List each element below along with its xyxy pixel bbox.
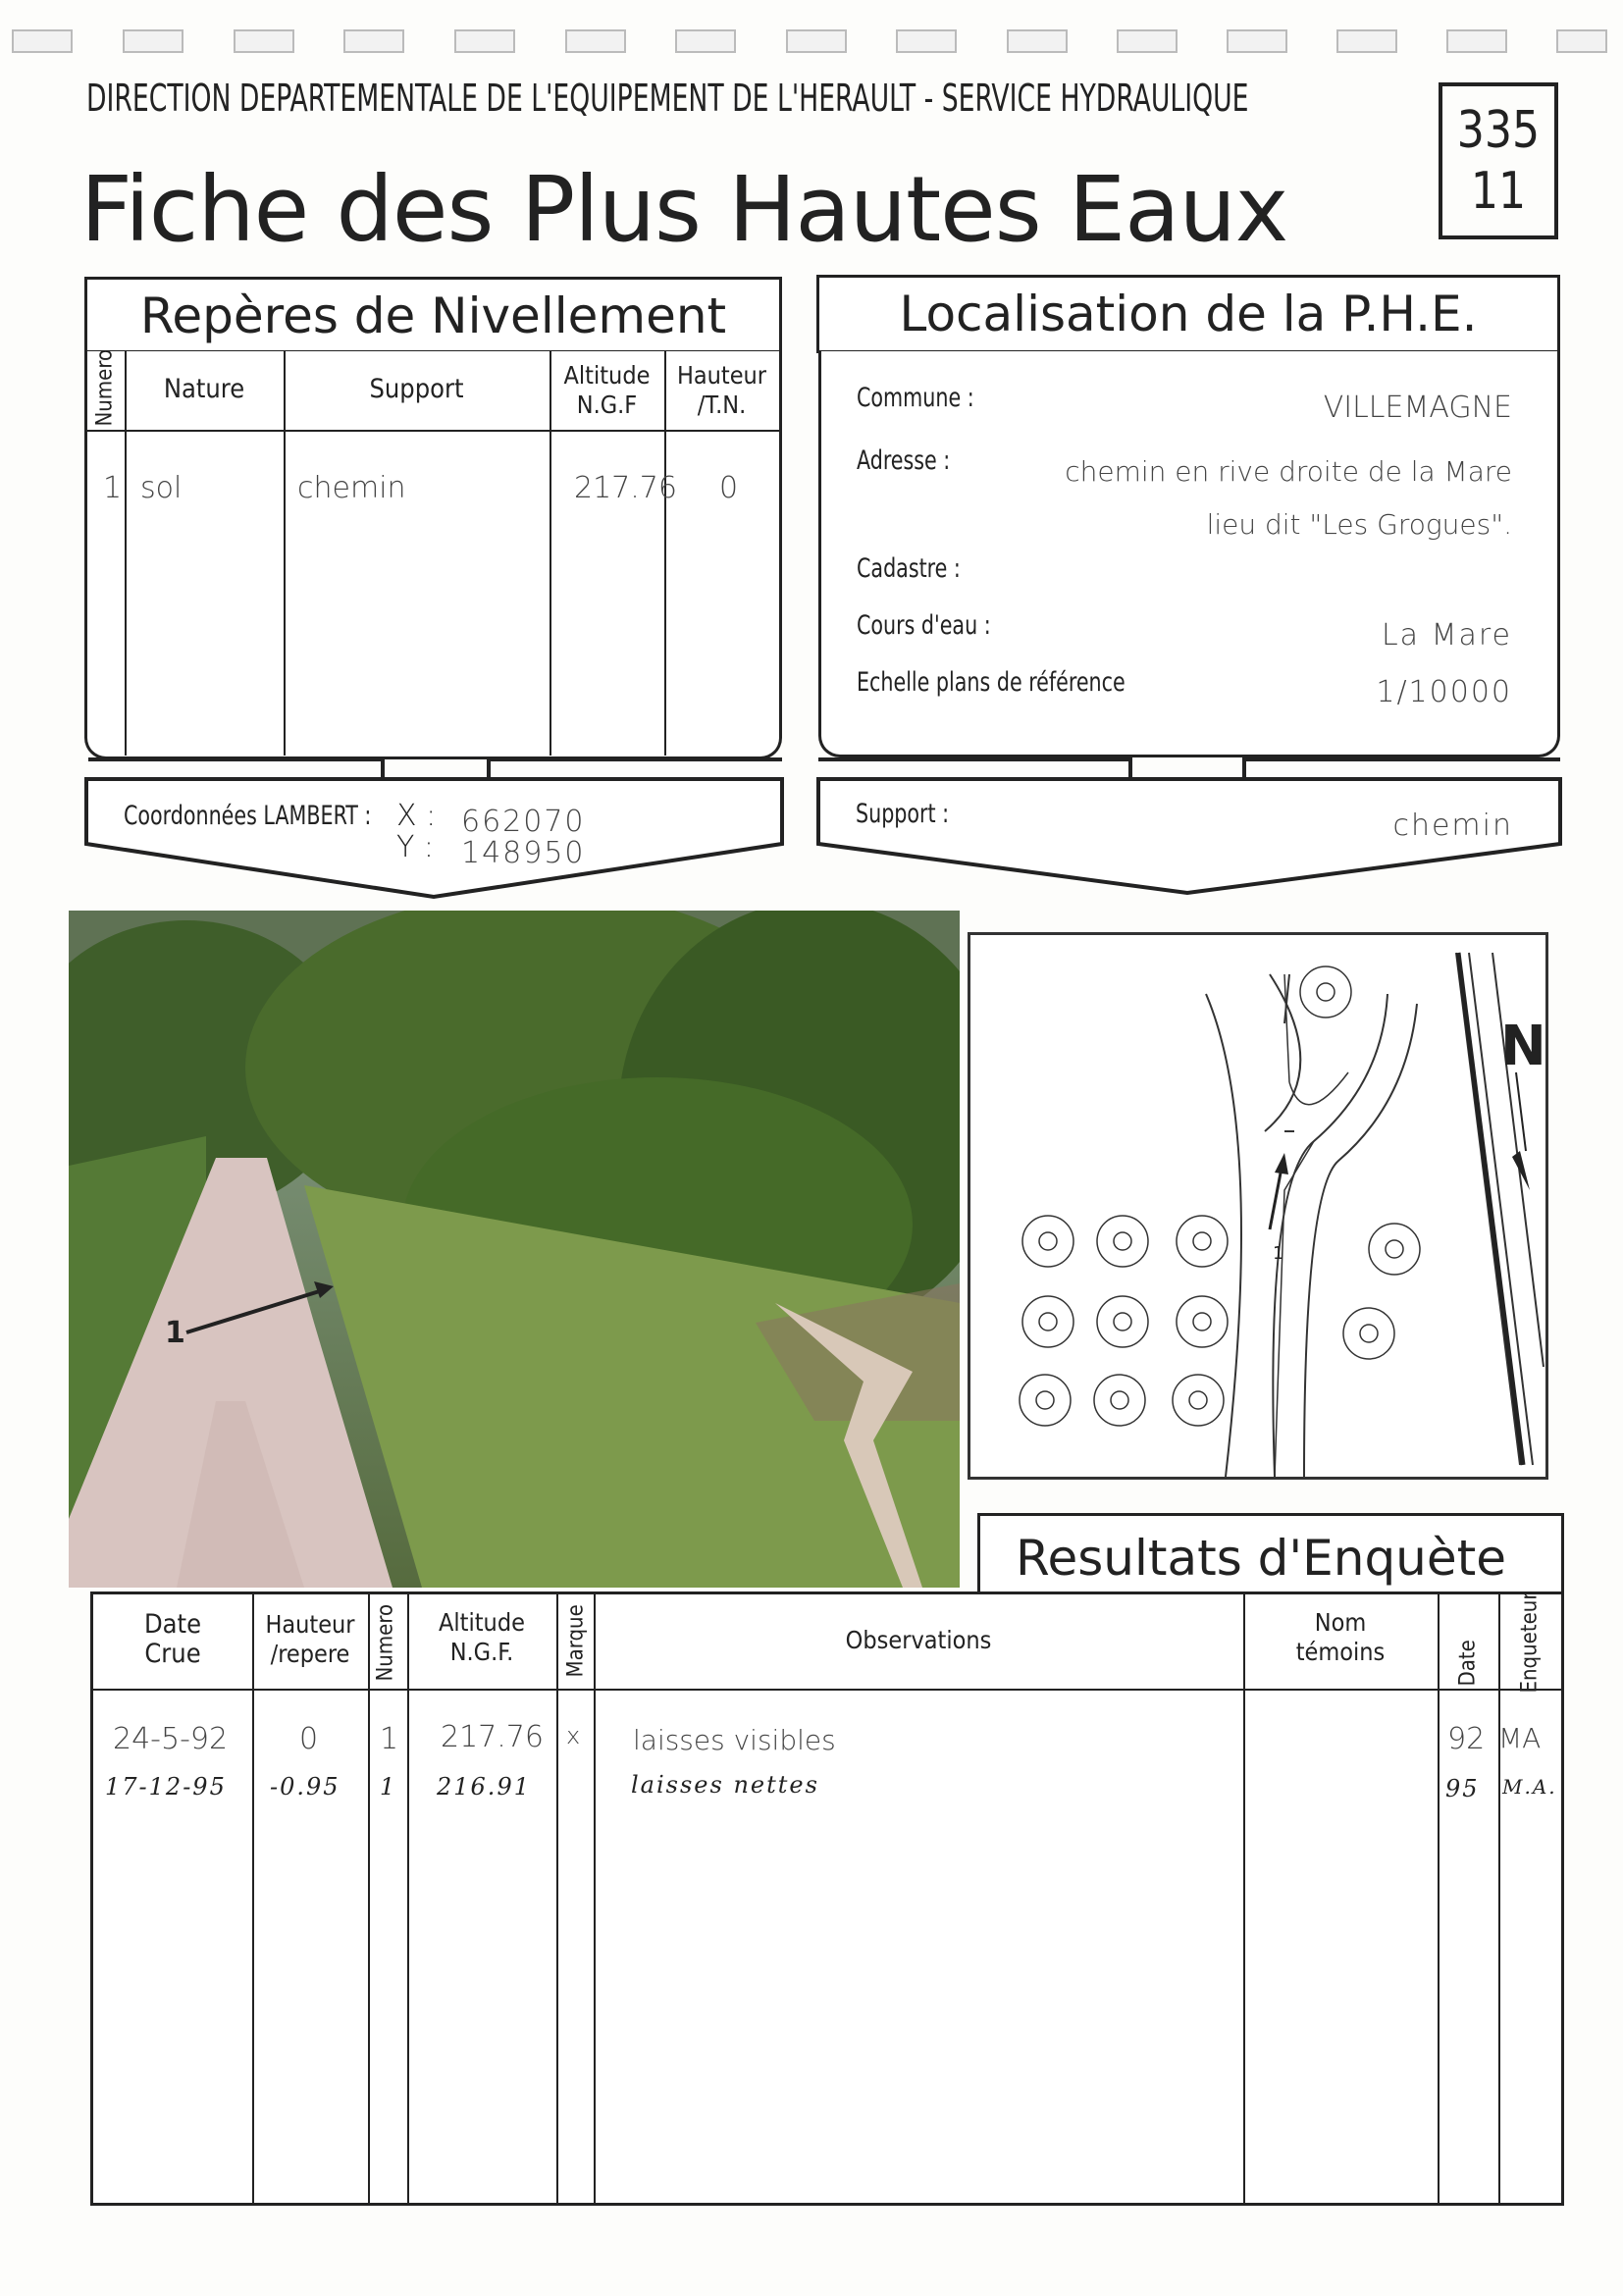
cours-label: Cours d'eau : xyxy=(857,610,991,641)
res-col-hauteur-line2: /repere xyxy=(270,1640,350,1668)
support-label: Support : xyxy=(856,799,950,829)
plan-marker: 1 xyxy=(1273,1243,1284,1264)
binder-tab xyxy=(1556,29,1607,53)
res-row2-numero: 1 xyxy=(380,1773,397,1800)
cours-value: La Mare xyxy=(1381,618,1512,652)
binder-tab xyxy=(234,29,294,53)
reperes-table xyxy=(84,348,782,759)
adresse-line1: chemin en rive droite de la Mare xyxy=(1065,455,1512,488)
repere-altitude: 217.76 xyxy=(574,471,677,505)
x-label: X : xyxy=(396,799,437,833)
coordonnees-label: Coordonnées LAMBERT : xyxy=(124,801,372,831)
reperes-title-box xyxy=(84,277,782,353)
res-row1-enqueteur: MA xyxy=(1498,1722,1542,1754)
site-plan xyxy=(968,932,1548,1480)
res-col-date-crue-line2: Crue xyxy=(144,1639,201,1669)
reperes-title: Repères de Nivellement xyxy=(139,287,727,344)
col-hauteur-line1: Hauteur xyxy=(676,361,767,390)
res-col-nom-line2: témoins xyxy=(1295,1638,1386,1666)
repere-support: chemin xyxy=(297,471,406,505)
binder-tabs xyxy=(0,29,1623,59)
res-col-nom xyxy=(1243,1608,1438,1667)
col-numero: Numero xyxy=(92,348,118,427)
department-header: DIRECTION DEPARTEMENTALE DE L'EQUIPEMENT DE L'HERAULT - SERVICE HYDRAULIQUE xyxy=(86,77,1249,120)
col-support: Support xyxy=(369,374,464,404)
support-value: chemin xyxy=(1392,809,1513,843)
res-col-date-crue xyxy=(93,1610,252,1669)
col-hauteur xyxy=(664,361,779,420)
binder-tab xyxy=(123,29,183,53)
binder-tab xyxy=(1336,29,1397,53)
resultats-title: Resultats d'Enquète xyxy=(1016,1530,1506,1587)
res-col-date-crue-line1: Date xyxy=(143,1609,202,1640)
res-row1-altitude: 217.76 xyxy=(441,1720,544,1754)
localisation-title-box xyxy=(816,275,1560,353)
repere-numero: 1 xyxy=(103,471,123,505)
res-col-altitude-line2: N.G.F. xyxy=(449,1638,514,1666)
binder-tab xyxy=(565,29,626,53)
res-row1-observations: laisses visibles xyxy=(633,1724,836,1756)
res-row2-date: 17-12-95 xyxy=(105,1773,227,1800)
col-hauteur-line2: /T.N. xyxy=(697,391,747,419)
res-row1-marque: x xyxy=(566,1722,581,1749)
col-altitude-line2: N.G.F xyxy=(576,391,638,419)
col-altitude xyxy=(550,361,664,420)
col-nature: Nature xyxy=(163,374,245,404)
page-title: Fiche des Plus Hautes Eaux xyxy=(80,157,1288,262)
y-label: Y : xyxy=(396,830,434,864)
binder-tab xyxy=(675,29,736,53)
res-row2-enqueteur: M.A. xyxy=(1502,1775,1557,1799)
commune-label: Commune : xyxy=(857,383,974,413)
repere-hauteur: 0 xyxy=(719,471,739,505)
echelle-label: Echelle plans de référence xyxy=(857,667,1126,698)
repere-nature: sol xyxy=(140,471,183,505)
res-row2-observations: laisses nettes xyxy=(631,1771,819,1799)
res-col-observations: Observations xyxy=(845,1626,992,1654)
binder-tab xyxy=(896,29,957,53)
res-col-date: Date xyxy=(1455,1640,1481,1687)
binder-tab xyxy=(12,29,73,53)
binder-tab xyxy=(343,29,404,53)
res-col-enqueteur: Enqueteur xyxy=(1517,1592,1543,1694)
localisation-panel xyxy=(818,351,1560,757)
site-photo xyxy=(69,911,960,1588)
photo-illustration xyxy=(69,911,960,1588)
resultats-table xyxy=(90,1592,1564,2206)
north-arrow-icon: N xyxy=(1500,1015,1545,1078)
res-col-hauteur-line1: Hauteur xyxy=(265,1610,355,1639)
commune-value: VILLEMAGNE xyxy=(1323,391,1512,425)
binder-tab xyxy=(1007,29,1068,53)
cadastre-label: Cadastre : xyxy=(857,553,961,584)
res-col-marque: Marque xyxy=(563,1604,589,1678)
col-altitude-line1: Altitude xyxy=(563,361,651,390)
echelle-value: 1/10000 xyxy=(1376,675,1512,709)
res-col-altitude-line1: Altitude xyxy=(439,1608,525,1637)
binder-tab xyxy=(1117,29,1178,53)
sheet-sub-number: 11 xyxy=(1470,162,1527,221)
adresse-label: Adresse : xyxy=(857,445,951,476)
sheet-number-box xyxy=(1439,82,1558,239)
res-row1-numero: 1 xyxy=(380,1722,399,1756)
res-col-numero: Numero xyxy=(373,1603,398,1682)
sheet-number: 335 xyxy=(1456,101,1541,160)
res-row1-year: 92 xyxy=(1447,1722,1486,1756)
binder-tab xyxy=(786,29,847,53)
res-row2-hauteur: -0.95 xyxy=(270,1773,340,1800)
resultats-title-box xyxy=(977,1513,1564,1595)
y-value: 148950 xyxy=(461,836,586,870)
res-col-nom-line1: Nom xyxy=(1314,1608,1367,1637)
res-row1-date: 24-5-92 xyxy=(113,1722,229,1756)
res-col-altitude xyxy=(407,1608,556,1667)
res-row2-altitude: 216.91 xyxy=(437,1773,531,1800)
binder-tab xyxy=(1227,29,1287,53)
plan-drawing xyxy=(970,935,1545,1477)
res-row1-hauteur: 0 xyxy=(299,1722,319,1756)
res-col-hauteur xyxy=(252,1610,368,1669)
x-value: 662070 xyxy=(461,805,586,839)
res-row2-year: 95 xyxy=(1445,1775,1480,1802)
binder-tab xyxy=(1446,29,1507,53)
binder-tab xyxy=(454,29,515,53)
photo-marker: 1 xyxy=(165,1316,185,1350)
localisation-title: Localisation de la P.H.E. xyxy=(899,286,1478,342)
adresse-line2: lieu dit "Les Grogues". xyxy=(1206,508,1512,541)
